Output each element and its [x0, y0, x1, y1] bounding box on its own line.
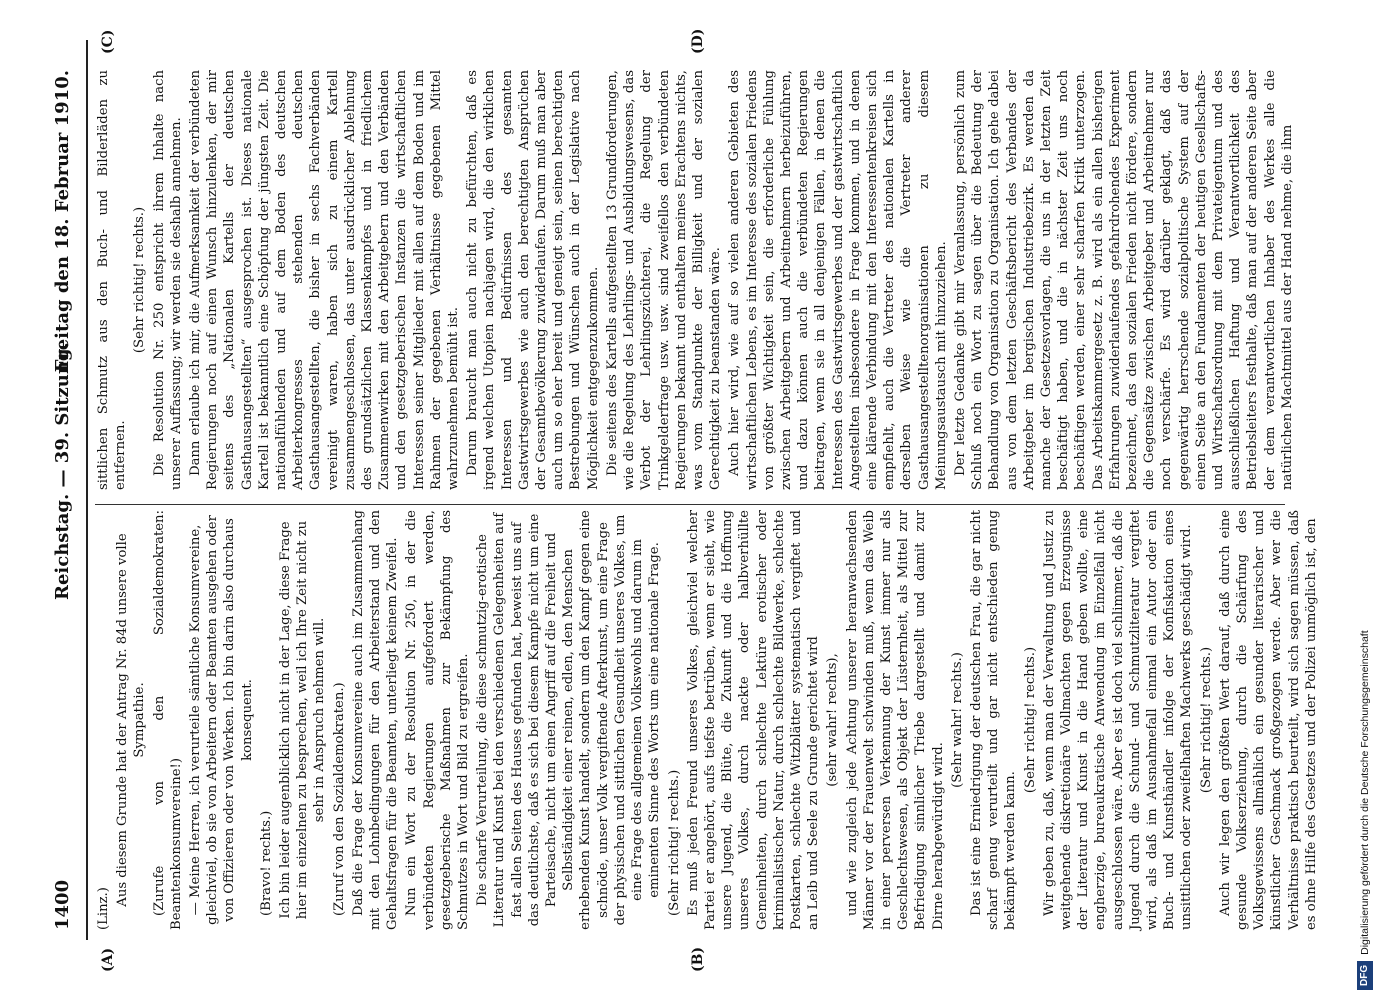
left-column	[95, 510, 1322, 930]
paragraph: (Sehr richtig! rechts.)	[666, 769, 682, 916]
paragraph: Ich bin leider augenblicklich nicht in der Lage, diese Frage hier im einzelnen zu besprechen, weil ich Ihre Zeit nicht zu sehr in Anspruch nehmen will.	[278, 520, 328, 920]
session-date: Freitag den 18. Februar 1910.	[52, 70, 73, 373]
dfg-logo: DFG	[1357, 961, 1373, 990]
paragraph: (sehr wahr! rechts),	[825, 653, 841, 787]
paragraph: Die scharfe Verurteilung, die diese schmutzig-erotische Literatur und Kunst bei den verschiedenen Gelegenheiten auf fast allen Seiten des Hauses gefunden hat, beweist uns auf das deutlichste, daß es sich bei diesem Kampfe nicht um eine Parteisache, nicht um einen Angriff auf die Freiheit und Selbständigkeit einer reinen, edlen, den Menschen erhebenden Kunst handelt, sondern um den Kampf gegen eine schnöde, unser Volk vergiftende Afterkunst, um eine Frage der physischen und sittlichen Gesundheit unseres Volkes, um eine Frage des allgemeinen Volkswohls und darum im eminenten Sinne des Worts um eine nationale Frage.	[475, 510, 663, 930]
paragraph: — Meine Herren, ich verurteile sämtliche Konsumvereine, gleichviel, ob sie von Arbeitern oder Beamten ausgehen oder von Offizieren oder von Werken. Ich bin darin also durchaus konsequent.	[188, 515, 255, 925]
paragraph: (Sehr wahr! rechts.)	[949, 652, 965, 788]
margin-marker-a: (A)	[100, 947, 116, 972]
paragraph: Die Resolution Nr. 250 entspricht ihrem Inhalte nach unserer Auffassung; wir werden sie deshalb annehmen.	[151, 70, 184, 490]
margin-marker-c: (C)	[100, 29, 116, 54]
paragraph: Auch wir legen den größten Wert darauf, daß durch eine gesunde Volkserziehung, durch die Schärfung des Volksgewissens allmählich ein gesunder literarischer und künstlicher Geschmack großgezogen werde. Aber wer die Verhältnisse praktisch beurteilt, wird sich sagen müssen, daß es ohne Hilfe des Gesetzes und der Polizei unmöglich ist, den	[1217, 510, 1319, 930]
margin-marker-b: (B)	[690, 946, 706, 972]
paragraph: (Sehr richtig! rechts.)	[1198, 646, 1214, 794]
right-column	[95, 70, 1298, 490]
paragraph: sittlichen Schmutz aus den Buch- und Bilderläden zu entfernen.	[96, 70, 129, 490]
session-title: Reichstag. — 39. Sitzung.	[52, 342, 73, 600]
margin-marker-d: (D)	[690, 28, 706, 54]
paragraph: (Sehr richtig! rechts.)	[1022, 646, 1038, 794]
paragraph: (Linz.)	[96, 887, 111, 930]
digitization-stamp	[1354, 10, 1376, 990]
paragraph: und wie zugleich jede Achtung unserer heranwachsenden Männer vor der Frauenwelt schwinden muß, wenn das Weib in einer perversen Verkennung der Kunst immer nur als Geschlechtswesen, als Objekt der Lüsternheit, als Mittel zur Befriedigung sinnlicher Triebe dargestellt und damit zur Dirne herabgewürdigt wird.	[844, 510, 946, 930]
paragraph: Das ist eine Erniedrigung der deutschen Frau, die gar nicht scharf genug verurteilt und gar nicht entschieden genug bekämpft werden kann.	[968, 510, 1019, 930]
stamp-text: Digitalisierung gefördert durch die Deutsche Forschungsgemeinschaft	[1359, 630, 1371, 955]
paragraph: (Zuruf von den Sozialdemokraten.)	[331, 682, 347, 916]
paragraph: Darum braucht man auch nicht zu befürchten, daß es irgend welchen Utopien nachjagen wird, die den wirklichen Interessen und Bedürfnissen des gesamten Gastwirtsgewerbes wie auch den berechtigten Ansprüchen der Gesamtbevölkerung zuwiderlaufen. Darum muß man aber auch um so eher bereit und geneigt sein, seinen berechtigten Bestrebungen und Wünschen auch in der Legislative nach Möglichkeit entgegenzukommen.	[465, 70, 601, 490]
paragraph: (Sehr richtig! rechts.)	[132, 206, 148, 354]
paragraph: Nun ein Wort zu der Resolution Nr. 250, in der die verbündeten Regierungen aufgefordert werden, gesetzgeberische Maßnahmen zur Bekämpfung des Schmutzes in Wort und Bild zu ergreifen.	[404, 510, 472, 930]
paragraph: Wir geben zu, daß, wenn man der Verwaltung und Justiz zu weitgehende diskretionäre Vollmachten gegen Erzeugnisse der Literatur und Kunst in die Hand geben wollte, eine engherzige, bureaukratische Anwendung im Einzelfall nicht ausgeschlossen wäre. Aber es ist doch viel schlimmer, daß die Jugend durch die Schund- und Schmutzliteratur vergiftet wird, als daß im Ausnahmefall einmal ein Autor oder ein Buch- und Kunsthändler infolge der Konfiskation eines unsittlichen oder zweifelhaften Machwerks geschädigt wird.	[1041, 510, 1195, 930]
paragraph: Die seitens des Kartells aufgestellten 13 Grundforderungen, wie die Regelung des Lehrlings- und Ausbildungswesens, das Verbot der Lehrlingszüchterei, die Regelung der Trinkgelderfrage usw. usw. sind zweifellos den verbündeten Regierungen bekannt und enthalten meines Erachtens nichts, was vom Standpunkte der Billigkeit und der sozialen Gerechtigkeit zu beanstanden wäre.	[604, 70, 724, 490]
column-divider	[95, 504, 1285, 505]
paragraph: Daß die Frage der Konsumvereine auch im Zusammenhang mit den Lohnbedingungen für den Arbeiterstand und den Gehaltsfragen für die Beamten, unterliegt keinem Zweifel.	[350, 510, 401, 930]
header-rule	[86, 40, 88, 940]
paragraph: (Zurufe von den Sozialdemokraten: Beamtenkonsumvereine!)	[151, 510, 184, 930]
paragraph: (Bravo! rechts.)	[258, 810, 274, 916]
page-header	[52, 40, 80, 960]
paragraph: Aus diesem Grunde hat der Antrag Nr. 84d unsere volle Sympathie.	[115, 533, 148, 907]
paragraph: Auch hier wird, wie auf so vielen anderen Gebieten des wirtschaftlichen Lebens, es im Interesse des sozialen Friedens von größter Wichtigkeit sein, die erforderliche Fühlung zwischen Arbeitgebern und Arbeitnehmern herbeizuführen, und dazu können auch die verbündeten Regierungen beitragen, wenn sie in all denjenigen Fällen, in denen die Interessen des Gastwirtsgewerbes und der gastwirtschaftlich Angestellten insbesondere in Frage kommen, und in denen eine klärende Verbindung mit den Interessentenkreisen sich empfiehlt, auch die Vertreter des nationalen Kartells in derselben Weise wie die Vertreter anderer Gasthausangestelltenorganisationen zu diesem Meinungsaustausch mit hinzuziehen.	[727, 70, 949, 490]
page-number: 1400	[52, 879, 73, 930]
paragraph: Dann erlaube ich mir, die Aufmerksamkeit der verbündeten Regierungen noch auf einen Wunsch hinzulenken, der mir seitens des „Nationalen Kartells der deutschen Gasthausangestellten“ ausgesprochen ist. Dieses nationale Kartell ist bekanntlich eine Schöpfung der jüngsten Zeit. Die nationalfühlenden und auf dem Boden des deutschen Arbeiterkongresses stehenden deutschen Gasthausangestellten, die bisher in sechs Fachverbänden vereinigt waren, haben sich zu einem Kartell zusammengeschlossen, das unter ausdrücklicher Ablehnung des grundsätzlichen Klassenkampfes und in friedlichem Zusammenwirken mit den Arbeitgebern und den Verbänden und den gesetzgeberischen Instanzen die wirtschaftlichen Interessen seiner Mitglieder mit allen auf dem Boden und im Rahmen der gegebenen Verhältnisse gegebenen Mittel wahrzunehmen bemüht ist.	[188, 70, 462, 490]
paragraph: Es muß jeden Freund unseres Volkes, gleichviel welcher Partei er angehört, aufs tiefste betrüben, wenn er sieht, wie unsere Jugend, die Blüte, die Zukunft und die Hoffnung unseres Volkes, durch nackte oder halbverhüllte Gemeinheiten, durch schlechte Lektüre erotischer oder kriminalistischer Natur, durch schlechte Bildwerke, schlechte Postkarten, schlechte Witzblätter systematisch vergiftet und an Leib und Seele zu Grunde gerichtet wird	[685, 510, 822, 930]
paragraph: Der letzte Gedanke gibt mir Veranlassung, persönlich zum Schluß noch ein Wort zu sagen über die Bedeutung der Behandlung von Organisation zu Organisation. Ich gehe dabei aus von dem letzten Geschäftsbericht des Verbandes der Arbeitgeber im bergischen Industriebezirk. Es werden da manche der Gesetzesvorlagen, die uns in der letzten Zeit beschäftigt haben, und die in nächster Zeit uns noch beschäftigen werden, einer sehr scharfen Kritik unterzogen. Das Arbeitskammergesetz z. B. wird als ein allen bisherigen Erfahrungen zuwiderlaufendes gefahrdrohendes Experiment bezeichnet, das den sozialen Frieden nicht fördere, sondern die Gegensätze zwischen Arbeitgeber und Arbeitnehmer nur noch verschärfe. Es wird darüber geklagt, daß das gegenwärtig herrschende sozialpolitische System auf der einen Seite an den Fundamenten der heutigen Gesellschafts- und Wirtschaftsordnung mit dem Privateigentum und des ausschließlichen Haftung und Verantwortlichkeit des Betriebsleiters festhalte, daß man auf der anderen Seite aber der dem verantwortlichen Inhaber des Werkes alle die natürlichen Machtmittel aus der Hand nehme, die ihm	[952, 70, 1295, 490]
